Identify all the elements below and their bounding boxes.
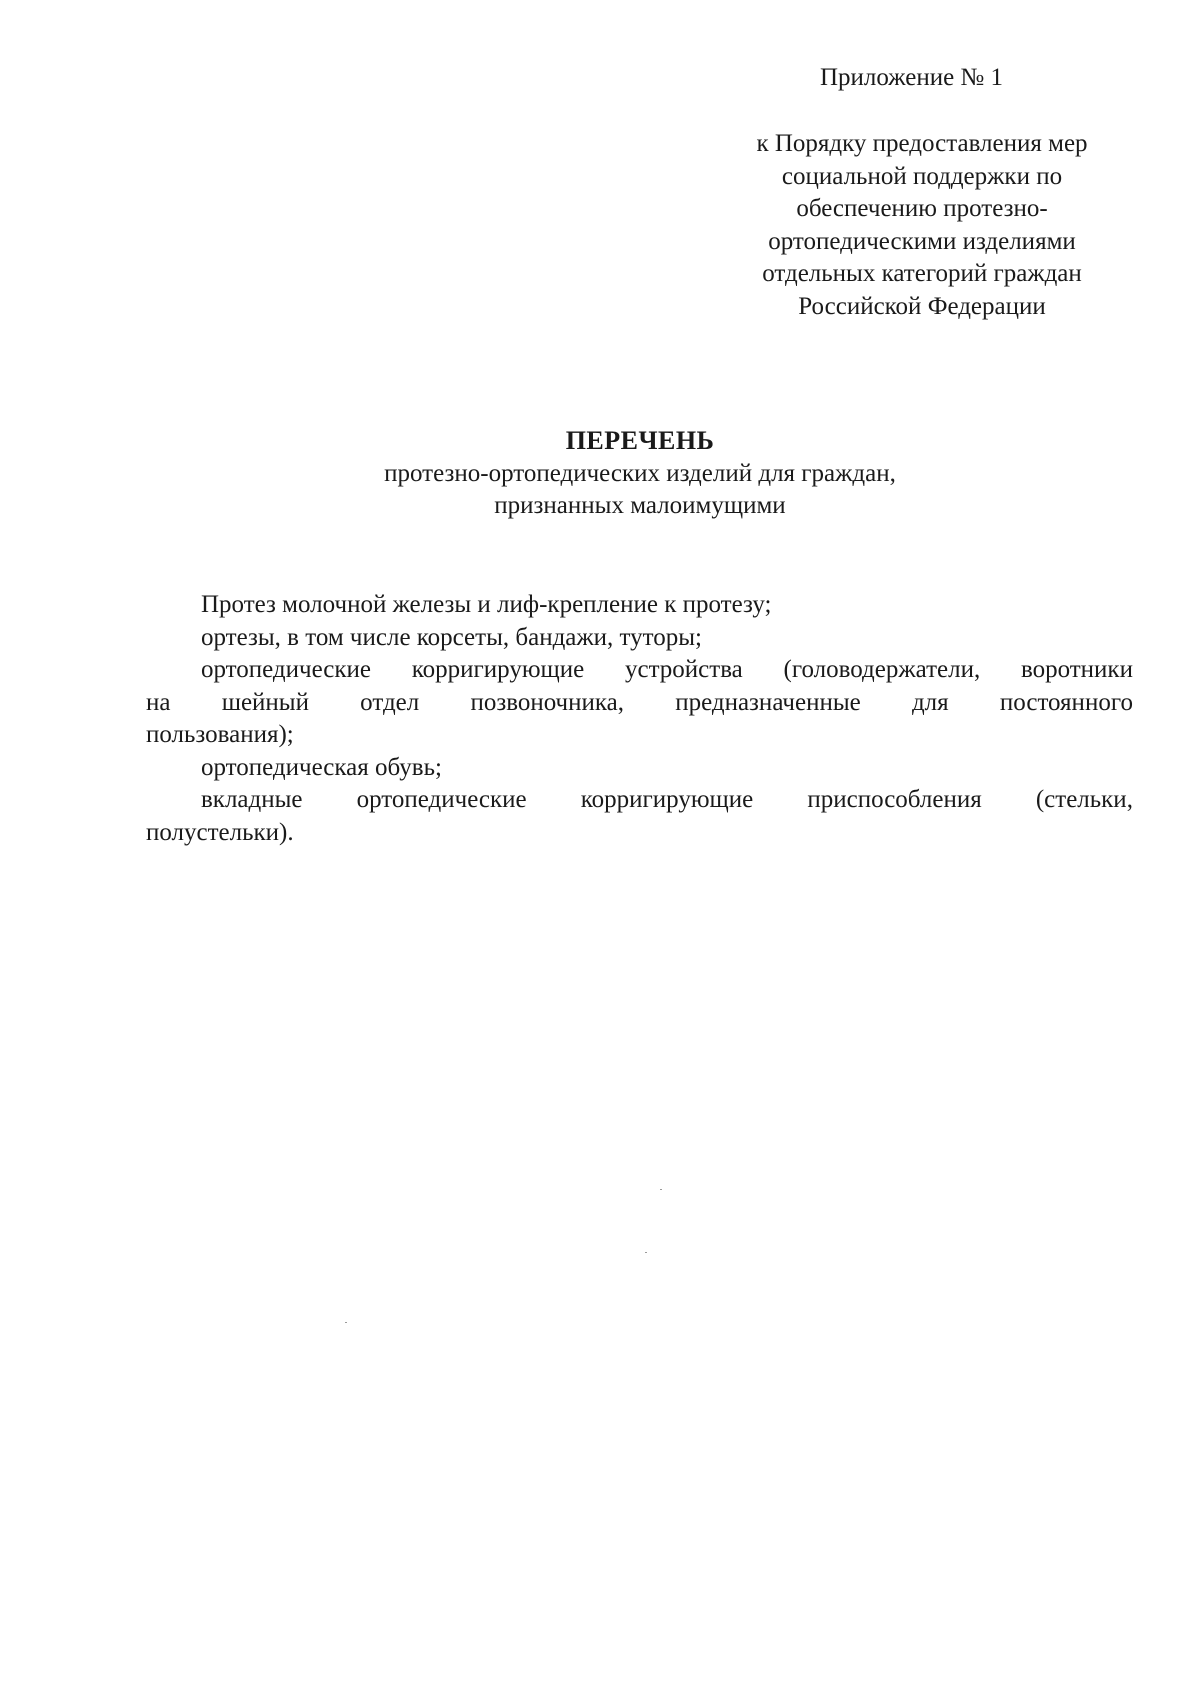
list-item-orthopedic-shoes: ортопедическая обувь; (201, 753, 442, 781)
scan-speck (660, 1189, 662, 1190)
document-subtitle (300, 458, 980, 522)
appendix-number: Приложение № 1 (820, 64, 1004, 91)
word: корригирующие (580, 786, 754, 813)
appendix-reference-line: обеспечению протезно- (796, 195, 1048, 222)
word: ортопедические (201, 656, 372, 683)
appendix-reference-line: Российской Федерации (798, 292, 1046, 320)
list-item-line: пользования); (146, 721, 294, 748)
list-item-insoles (146, 784, 1133, 849)
product-list (146, 589, 1133, 849)
word: позвоночника, (470, 688, 625, 716)
appendix-reference-line: ортопедическими изделиями (768, 227, 1076, 255)
appendix-reference-line: отдельных категорий граждан (762, 260, 1082, 287)
appendix-reference-line: социальной поддержки по (781, 162, 1063, 190)
document-subtitle-line: протезно-ортопедических изделий для граждан, (384, 460, 896, 487)
word: отдел (360, 688, 420, 716)
word: постоянного (999, 688, 1133, 716)
list-item-line (146, 654, 1133, 687)
list-item-orthoses: ортезы, в том числе корсеты, бандажи, туторы; (201, 623, 702, 651)
document-subtitle-line: признанных малоимущими (494, 492, 786, 519)
word: вкладные (201, 786, 303, 813)
list-item-line (146, 687, 1133, 720)
word: для (911, 688, 949, 716)
word: предназначенные (675, 688, 861, 716)
word: (стельки, (1035, 786, 1133, 813)
word: ортопедические (356, 786, 527, 813)
word: устройства (624, 656, 743, 683)
word: на (146, 688, 171, 716)
list-item-line: полустельки). (146, 818, 294, 846)
appendix-reference-line: к Порядку предоставления мер (756, 130, 1088, 157)
word: (головодержатели, (783, 656, 981, 683)
scan-speck (645, 1252, 647, 1253)
document-title: ПЕРЕЧЕНЬ (565, 426, 715, 455)
list-item-line (146, 784, 1133, 817)
word: воротники (1020, 656, 1133, 683)
list-item-corrective-devices (146, 654, 1133, 752)
word: корригирующие (411, 656, 585, 683)
document-heading (300, 424, 980, 522)
scan-speck (345, 1322, 347, 1323)
list-item-breast-prosthesis: Протез молочной железы и лиф-крепление к протезу; (201, 591, 772, 618)
appendix-reference (722, 128, 1122, 323)
word: приспособления (807, 786, 982, 813)
word: шейный (221, 688, 309, 716)
